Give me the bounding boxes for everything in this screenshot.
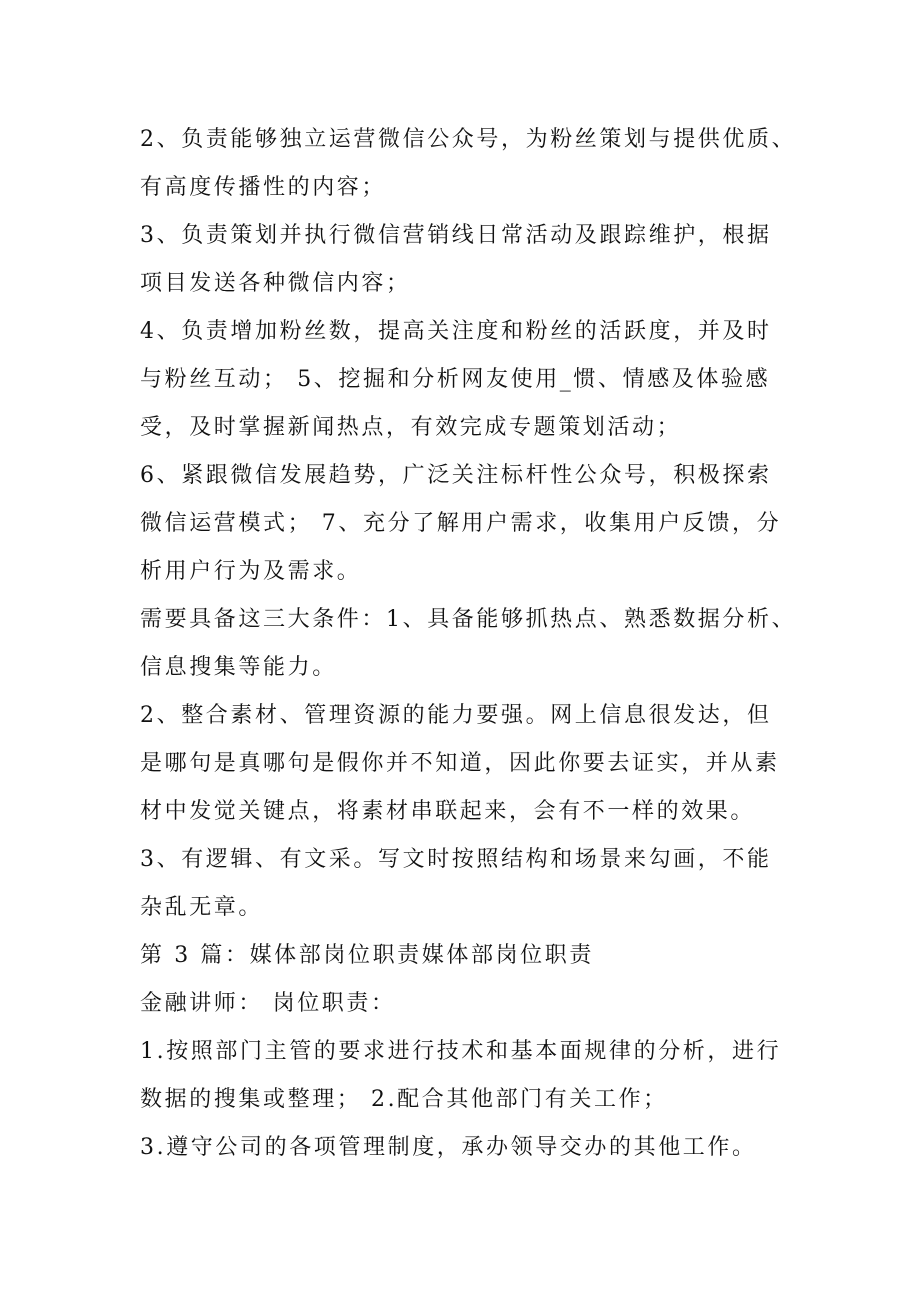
text-line: 材中发觉关键点，将素材串联起来，会有不一样的效果。 (140, 799, 756, 824)
text-line: 信息搜集等能力。 (140, 655, 337, 680)
text-line: 项目发送各种微信内容； (140, 271, 411, 296)
text-line: 有高度传播性的内容； (140, 175, 387, 200)
text-line: 受，及时掌握新闻热点，有效完成专题策划活动； (140, 415, 682, 440)
section-heading: 第 3 篇：媒体部岗位职责媒体部岗位职责 (140, 943, 594, 968)
text-line: 6、紧跟微信发展趋势，广泛关注标杆性公众号，积极探索 (140, 463, 772, 488)
text-line: 3.遵守公司的各项管理制度，承办领导交办的其他工作。 (140, 1135, 757, 1160)
document-body (140, 116, 810, 1172)
text-line: 与粉丝互动； 5、挖掘和分析网友使用_惯、情感及体验感 (140, 367, 771, 392)
text-line: 微信运营模式； 7、充分了解用户需求，收集用户反馈，分 (140, 511, 782, 536)
text-line: 是哪句是真哪句是假你并不知道，因此你要去证实，并从素 (140, 751, 780, 776)
text-line: 金融讲师： 岗位职责： (140, 991, 396, 1016)
text-line: 2、整合素材、管理资源的能力要强。网上信息很发达，但 (140, 703, 772, 728)
text-line: 3、有逻辑、有文采。写文时按照结构和场景来勾画，不能 (140, 847, 772, 872)
text-line: 需要具备这三大条件：1、具备能够抓热点、熟悉数据分析、 (140, 607, 797, 632)
text-line: 数据的搜集或整理； 2.配合其他部门有关工作； (140, 1087, 668, 1112)
text-line: 1.按照部门主管的要求进行技术和基本面规律的分析，进行 (140, 1039, 782, 1064)
text-line: 2、负责能够独立运营微信公众号，为粉丝策划与提供优质、 (140, 127, 797, 152)
text-line: 析用户行为及需求。 (140, 559, 362, 584)
text-line: 3、负责策划并执行微信营销线日常活动及跟踪维护，根据 (140, 223, 772, 248)
text-line: 杂乱无章。 (140, 895, 264, 920)
text-line: 4、负责增加粉丝数，提高关注度和粉丝的活跃度，并及时 (140, 319, 772, 344)
